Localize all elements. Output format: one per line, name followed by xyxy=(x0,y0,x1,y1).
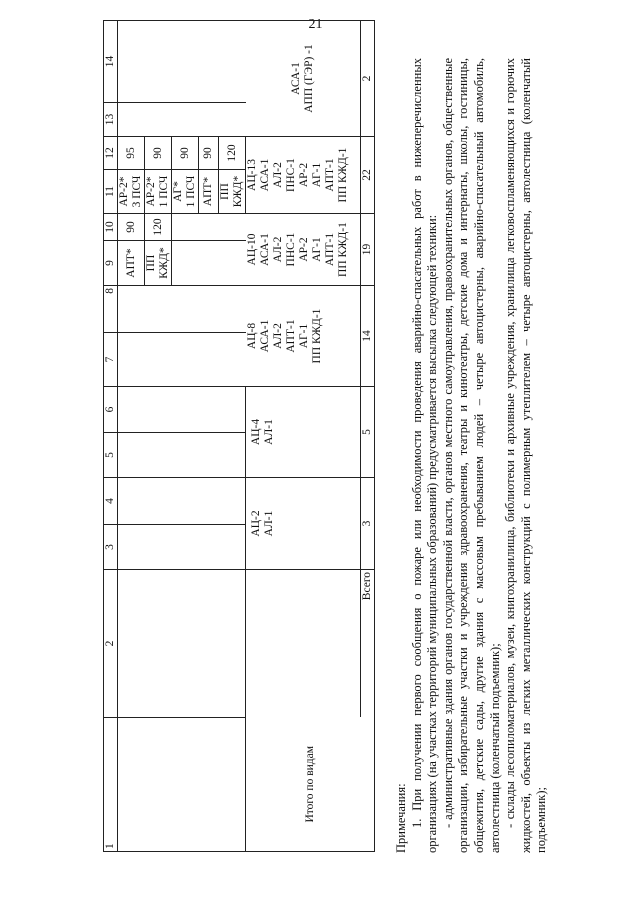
table-cell xyxy=(246,286,361,387)
table-cell xyxy=(118,525,246,570)
notes-heading: Примечания: xyxy=(394,783,408,853)
col-number: 6 xyxy=(104,387,118,433)
table-cell xyxy=(145,286,172,333)
table-cell xyxy=(118,103,246,137)
table-cell xyxy=(246,137,361,214)
cell-line: АГ* xyxy=(172,181,184,202)
table-cell: АПТ* xyxy=(199,170,219,214)
cell-line: ПНС-1 xyxy=(284,232,297,267)
cell-line: АЦ-10 xyxy=(245,233,258,266)
table-cell xyxy=(118,333,246,387)
col-number: 12 xyxy=(104,137,118,170)
table-cell: ПП КЖД* xyxy=(219,170,246,214)
cell-line: ПП КЖД-1 xyxy=(337,147,349,203)
cell-line: АР-2* xyxy=(118,176,130,207)
table-row xyxy=(118,21,145,852)
notes-paragraph: 1. При получении первого сообщения о пожаре или необходимости проведения аварийно-спасательных работ в нижеперечисленных организациях (на участках территорий муниципальных образований) предусматривается высылка следующей техники: xyxy=(409,58,440,853)
vehicle-table xyxy=(103,20,375,852)
table-header-row xyxy=(104,21,118,852)
col-number: 14 xyxy=(104,21,118,103)
totals-cell: 3 xyxy=(361,478,375,570)
cell-line: АСА-1 xyxy=(289,62,302,95)
cell-line: 3 ПСЧ xyxy=(131,175,143,208)
cell-line: АСА-1 xyxy=(258,233,271,266)
table-cell: 120 xyxy=(145,214,172,241)
table-cell: 90 xyxy=(145,137,172,170)
table-cell xyxy=(145,170,172,214)
cell-line: АЛ-2 xyxy=(271,323,284,349)
summary-row xyxy=(246,21,361,852)
cell-line: АПП (ГЭР) -1 xyxy=(302,44,315,113)
col-number: 8 xyxy=(104,286,118,333)
table-cell: ПП КЖД* xyxy=(145,241,172,286)
col-number: 7 xyxy=(104,333,118,387)
table-cell xyxy=(246,570,361,718)
table-cell xyxy=(246,478,361,570)
table-cell: 90 xyxy=(199,137,219,170)
cell-line: АЦ-8 xyxy=(245,322,258,350)
col-number: 5 xyxy=(104,433,118,478)
totals-label: Всего xyxy=(361,570,375,718)
col-number: 4 xyxy=(104,478,118,525)
cell-line: АЦ-2 xyxy=(250,510,262,537)
cell-line: ПНС-1 xyxy=(285,158,297,192)
cell-line: АГ-1 xyxy=(310,237,323,262)
totals-cell: 14 xyxy=(361,286,375,387)
cell-line: 1 ПСЧ xyxy=(185,175,197,208)
table-cell xyxy=(172,241,246,286)
totals-cell: 2 xyxy=(361,21,375,137)
cell-line: ПП КЖД-1 xyxy=(310,308,323,364)
cell-line: АГ-1 xyxy=(311,162,323,188)
cell-line: АЛ-2 xyxy=(272,162,284,188)
cell-line: АГ-1 xyxy=(297,323,310,349)
col-number: 2 xyxy=(104,570,118,718)
col-number: 13 xyxy=(104,103,118,137)
table-cell xyxy=(118,433,246,478)
totals-cell: 22 xyxy=(361,137,375,214)
notes-paragraph: - административные здания органов государственной власти, органов местного самоуправления, правоохранительных органов, общественные организации, избирательные участки и учреждения здравоохранения, театры и кинотеатры, детские дома и интернаты, школы, гостиницы, общежития, детские сады, другие здания с массовым пребыванием людей – четыре автоцистерны, аварийно-спасательный автомобиль, автолестница (коленчатый подъемник); xyxy=(440,58,502,853)
summary-label: Итого по видам xyxy=(246,718,375,852)
table-cell xyxy=(172,214,246,241)
table-cell: 90 xyxy=(172,137,199,170)
cell-line: АСА-1 xyxy=(258,319,271,353)
notes-paragraph: - склады лесопиломатериалов, музеи, книгохранилища, библиотеки и архивные учреждения, хранилища легковоспламеняющихся и горючих жидкостей, объекты из легких металлических конструкций с полимерным утеплителем – четыре автоцистерны, автолестница (коленчатый подъемник); xyxy=(503,58,549,853)
cell-line: 1 ПСЧ xyxy=(158,175,170,208)
cell-line: АЛ-1 xyxy=(263,419,275,445)
table-cell xyxy=(118,170,145,214)
table-cell: 95 xyxy=(118,137,145,170)
table-cell xyxy=(172,170,199,214)
cell-line: АЦ-13 xyxy=(246,159,258,191)
cell-line: АПТ-1 xyxy=(324,158,336,192)
col-number: 9 xyxy=(104,241,118,286)
cell-line: АПТ-1 xyxy=(284,319,297,353)
table-cell xyxy=(118,387,246,433)
table-cell xyxy=(118,21,246,103)
table-cell xyxy=(118,478,246,525)
table-cell xyxy=(118,570,246,718)
table-cell xyxy=(246,21,361,137)
table-cell xyxy=(246,214,361,286)
col-number: 11 xyxy=(104,170,118,214)
table-cell xyxy=(172,286,246,333)
cell-line: АР-2 xyxy=(297,237,310,262)
cell-line: АЛ-1 xyxy=(263,510,275,537)
table-cell: АПТ* xyxy=(118,241,145,286)
table-cell xyxy=(118,718,246,852)
cell-line: АР-2* xyxy=(145,176,157,207)
table-cell: 90 xyxy=(118,214,145,241)
col-number: 10 xyxy=(104,214,118,241)
cell-line: АЛ-2 xyxy=(271,236,284,263)
table-cell xyxy=(246,387,361,478)
cell-line: АЦ-4 xyxy=(250,418,262,446)
notes-section xyxy=(394,58,550,853)
totals-cell: 19 xyxy=(361,214,375,286)
page-number: 21 xyxy=(308,17,323,32)
table-cell: 120 xyxy=(219,137,246,170)
col-number: 1 xyxy=(104,718,118,852)
cell-line: ПП КЖД-1 xyxy=(336,222,349,277)
cell-line: АПТ-1 xyxy=(323,232,336,267)
totals-cell: 5 xyxy=(361,387,375,478)
table-cell xyxy=(118,286,145,333)
cell-line: АР-2 xyxy=(298,162,310,188)
col-number: 3 xyxy=(104,525,118,570)
cell-line: АСА-1 xyxy=(259,158,271,192)
